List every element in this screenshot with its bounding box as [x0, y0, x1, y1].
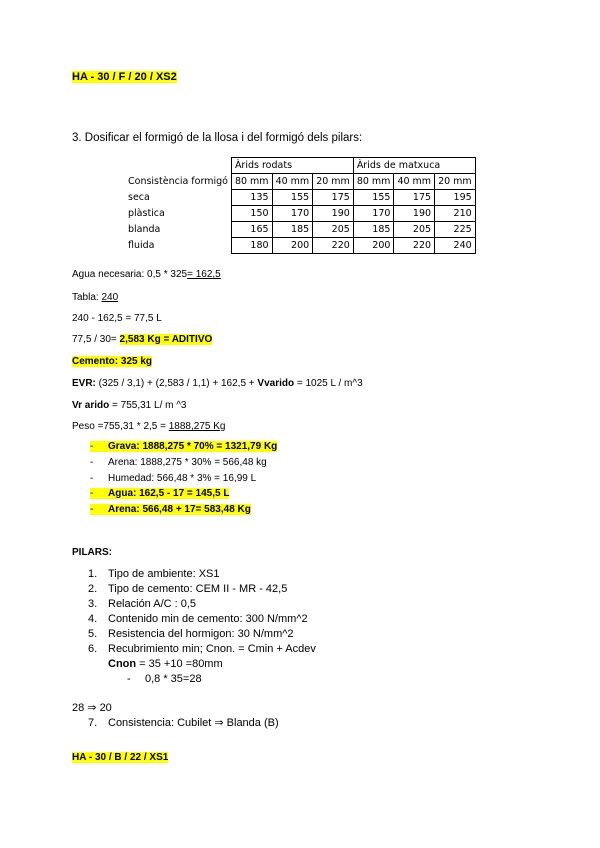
list-number: 3.: [88, 598, 98, 610]
list-item-text: Contenido min de cemento: 300 N/mm^2: [108, 613, 308, 625]
pillar-designation: HA - 30 / B / 22 / XS1: [72, 752, 169, 763]
difference-calc: 240 - 162,5 = 77,5 L: [72, 313, 162, 324]
list-dash: -: [90, 488, 108, 499]
list-item: [88, 643, 316, 655]
table-value-number: 240: [101, 292, 119, 303]
cnon-text: = 35 +10 =80mm: [136, 658, 223, 670]
rounding-line: 28 ⇒ 20: [72, 702, 112, 714]
list-item-text: Arena: 566,48 + 17= 583,48 Kg: [108, 504, 251, 515]
cnon-label: Cnon: [108, 658, 137, 670]
list-number: 2.: [88, 583, 98, 595]
list-item: [90, 504, 251, 515]
list-number: 4.: [88, 613, 98, 625]
aggregate-table: [126, 157, 476, 254]
table-row: [126, 238, 475, 254]
list-item: [90, 457, 267, 468]
table-cell: 155: [272, 190, 313, 206]
row-label: blanda: [128, 224, 161, 235]
list-item-text: Resistencia del hormigon: 30 N/mm^2: [108, 628, 294, 640]
table-row: [126, 206, 475, 222]
cement-amount: Cemento: 325 kg: [72, 356, 153, 367]
table-cell: 220: [313, 238, 354, 254]
column-header: 40 mm: [272, 174, 313, 190]
sub-item-text: 0,8 * 35=28: [145, 673, 202, 685]
table-cell: 155: [353, 190, 394, 206]
column-header: 20 mm: [313, 174, 354, 190]
list-item: [88, 568, 220, 580]
column-header: 80 mm: [231, 174, 272, 190]
table-cell: 190: [313, 206, 354, 222]
table-cell: 165: [231, 222, 272, 238]
list-dash: -: [90, 504, 108, 515]
pilars-title: PILARS:: [72, 547, 112, 558]
row-header-label: Consistència formigó: [128, 176, 228, 187]
list-item-text: Tipo de ambiente: XS1: [108, 568, 220, 580]
list-item-text: Humedad: 566,48 * 3% = 16,99 L: [108, 473, 257, 484]
weight-calc-prefix: Peso =755,31 * 2,5 =: [72, 421, 169, 432]
table-cell: 175: [313, 190, 354, 206]
sub-dash: -: [127, 673, 131, 685]
table-cell: 210: [435, 206, 476, 222]
vr-label: Vr arido: [72, 400, 110, 411]
water-calc: [72, 269, 221, 280]
list-dash: -: [90, 441, 108, 452]
list-number: 6.: [88, 643, 98, 655]
row-label: plàstica: [128, 208, 165, 219]
table-cell: 220: [394, 238, 435, 254]
list-item: [90, 488, 229, 499]
table-cell: 195: [435, 190, 476, 206]
table-cell: 170: [353, 206, 394, 222]
row-label: fluida: [128, 240, 155, 251]
list-item-text: Tipo de cemento: CEM II - MR - 42,5: [108, 583, 288, 595]
column-header: 40 mm: [394, 174, 435, 190]
list-item-text: Consistencia: Cubilet ⇒ Blanda (B): [108, 717, 279, 729]
list-item-text: Grava: 1888,275 * 70% = 1321,79 Kg: [108, 441, 278, 452]
table-cell: 190: [394, 206, 435, 222]
list-item: [88, 628, 294, 640]
sub-item: [127, 673, 202, 685]
list-item: [88, 583, 287, 595]
table-cell: 175: [394, 190, 435, 206]
table-value: [72, 292, 118, 303]
cnon-line: [108, 658, 223, 670]
table-cell: 200: [353, 238, 394, 254]
additive-calc-result: 2,583 Kg = ADITIVO: [119, 334, 213, 345]
row-label: seca: [128, 192, 150, 203]
table-row: [126, 222, 475, 238]
list-item-text: Recubrimiento min; Cnon. = Cmin + Acdev: [108, 643, 316, 655]
table-cell: 240: [435, 238, 476, 254]
evr-text: (325 / 3,1) + (2,583 / 1,1) + 162,5 +: [95, 378, 258, 389]
group-header-matxuca: Àrids de matxuca: [353, 158, 475, 174]
vr-text: = 755,31 L/ m ^3: [109, 400, 187, 411]
evr-label: EVR:: [72, 378, 96, 389]
list-item: [88, 716, 279, 729]
table-cell: 200: [272, 238, 313, 254]
table-cell: 185: [272, 222, 313, 238]
list-number: 7.: [88, 717, 98, 729]
list-item: [90, 441, 277, 452]
table-cell: 150: [231, 206, 272, 222]
list-item-text: Arena: 1888,275 * 30% = 566,48 kg: [108, 457, 267, 468]
slab-designation: HA - 30 / F / 20 / XS2: [72, 71, 177, 83]
water-calc-prefix: Agua necesaria: 0,5 * 325: [72, 269, 188, 280]
evr-bold: Vvarido: [257, 378, 295, 389]
evr-calc: [72, 378, 363, 389]
additive-calc-prefix: 77,5 / 30=: [72, 334, 120, 345]
list-item: [88, 598, 196, 610]
group-header-rodats: Àrids rodats: [231, 158, 353, 174]
list-item: [90, 473, 256, 484]
additive-calc: [72, 334, 212, 345]
list-item-text: Relación A/C : 0,5: [108, 598, 197, 610]
task-statement: 3. Dosificar el formigó de la llosa i del formigó dels pilars:: [72, 132, 363, 144]
list-dash: -: [90, 457, 94, 468]
table-cell: 180: [231, 238, 272, 254]
table-row: [126, 190, 475, 206]
table-cell: 170: [272, 206, 313, 222]
column-header: 20 mm: [435, 174, 476, 190]
table-cell: 205: [394, 222, 435, 238]
list-item: [88, 613, 308, 625]
weight-calc: [72, 421, 225, 432]
table-value-prefix: Tabla:: [72, 292, 102, 303]
water-calc-result: = 162,5: [187, 269, 221, 280]
table-cell: 185: [353, 222, 394, 238]
vr-arido-calc: [72, 400, 187, 411]
evr-end: = 1025 L / m^3: [294, 378, 363, 389]
list-number: 1.: [88, 568, 98, 580]
weight-calc-result: 1888,275 Kg: [168, 421, 226, 432]
table-cell: 225: [435, 222, 476, 238]
column-header: 80 mm: [353, 174, 394, 190]
list-dash: -: [90, 473, 94, 484]
list-number: 5.: [88, 628, 98, 640]
list-item-text: Agua: 162,5 - 17 = 145,5 L: [108, 488, 230, 499]
table-cell: 205: [313, 222, 354, 238]
table-cell: 135: [231, 190, 272, 206]
